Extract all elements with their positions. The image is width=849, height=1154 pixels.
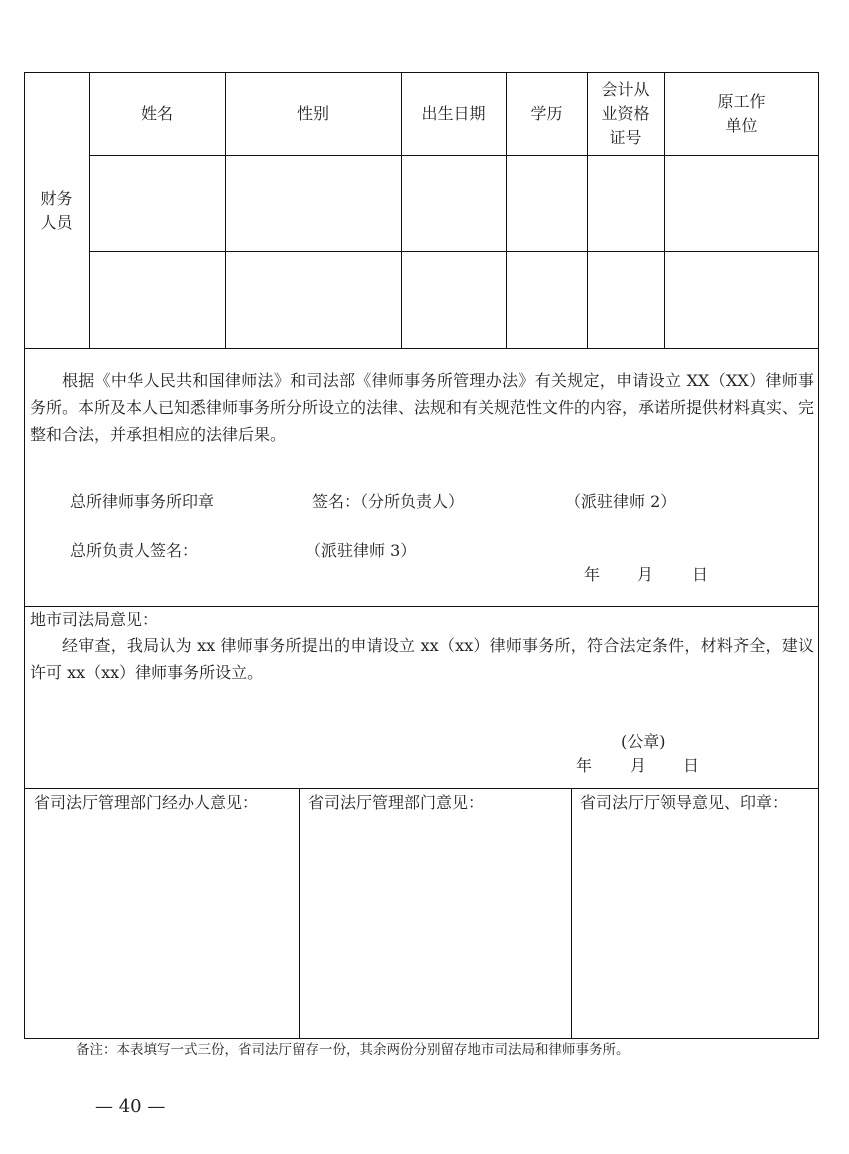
table-cell[interactable] (587, 251, 664, 348)
table-cell[interactable] (664, 155, 819, 251)
table-cell[interactable] (89, 251, 225, 348)
column-header-birth-date: 出生日期 (421, 103, 486, 123)
column-header-education: 学历 (530, 103, 563, 123)
table-cell[interactable] (506, 251, 587, 348)
city-opinion-date-day: 日 (683, 756, 700, 775)
province-department-opinion-label: 省司法厅管理部门意见： (308, 793, 485, 812)
table-cell[interactable] (225, 251, 401, 348)
declaration-date-month: 月 (637, 565, 654, 584)
declaration-date-day: 日 (692, 565, 709, 584)
resident-lawyer-3-label: （派驻律师 3） (305, 541, 417, 560)
column-header-accounting-cert: 会计从 业资格 证号 (601, 79, 650, 147)
city-opinion-title: 地市司法局意见： (30, 610, 159, 629)
grid-line (299, 788, 300, 1039)
table-cell[interactable] (225, 155, 401, 251)
headquarters-seal-label: 总所律师事务所印章 (70, 492, 215, 511)
branch-head-signature-label: 签名：（分所负责人） (312, 492, 465, 511)
table-cell[interactable] (506, 155, 587, 251)
section-divider (24, 348, 819, 349)
column-header-name: 姓名 (140, 103, 173, 123)
province-leader-opinion-label: 省司法厅厅领导意见、印章： (580, 793, 789, 812)
page-number: — 40 — (95, 1096, 166, 1117)
table-cell[interactable] (587, 155, 664, 251)
form-note: 备注：本表填写一式三份，省司法厅留存一份，其余两份分别留存地市司法局和律师事务所。 (76, 1042, 630, 1058)
city-opinion-text: 经审查，我局认为 xx 律师事务所提出的申请设立 xx（xx）律师事务所，符合法定条件，材料齐全，建议许可 xx（xx）律师事务所设立。 (30, 636, 814, 682)
table-cell[interactable] (401, 251, 506, 348)
grid-line (571, 788, 572, 1039)
column-header-former-employer: 原工作 单位 (717, 91, 766, 135)
column-header-gender: 性别 (296, 103, 329, 123)
official-seal-label: (公章) (621, 732, 666, 751)
city-opinion-date-month: 月 (630, 756, 647, 775)
declaration-date-year: 年 (584, 565, 601, 584)
section-divider (24, 788, 819, 789)
headquarters-head-signature-label: 总所负责人签名： (70, 541, 199, 560)
row-header-finance-staff: 财务 人员 (40, 188, 73, 232)
table-cell[interactable] (664, 251, 819, 348)
resident-lawyer-2-label: （派驻律师 2） (565, 492, 677, 511)
province-handler-opinion-label: 省司法厅管理部门经办人意见： (34, 793, 259, 812)
declaration-text: 根据《中华人民共和国律师法》和司法部《律师事务所管理办法》有关规定，申请设立 XX（XX）律师事务所。本所及本人已知悉律师事务所分所设立的法律、法规和有关规范性文件的内容，承诺所提供材料真实、完整和合法，并承担相应的法律后果。 (30, 371, 815, 444)
city-opinion-date-year: 年 (576, 756, 593, 775)
table-cell[interactable] (401, 155, 506, 251)
table-cell[interactable] (89, 155, 225, 251)
